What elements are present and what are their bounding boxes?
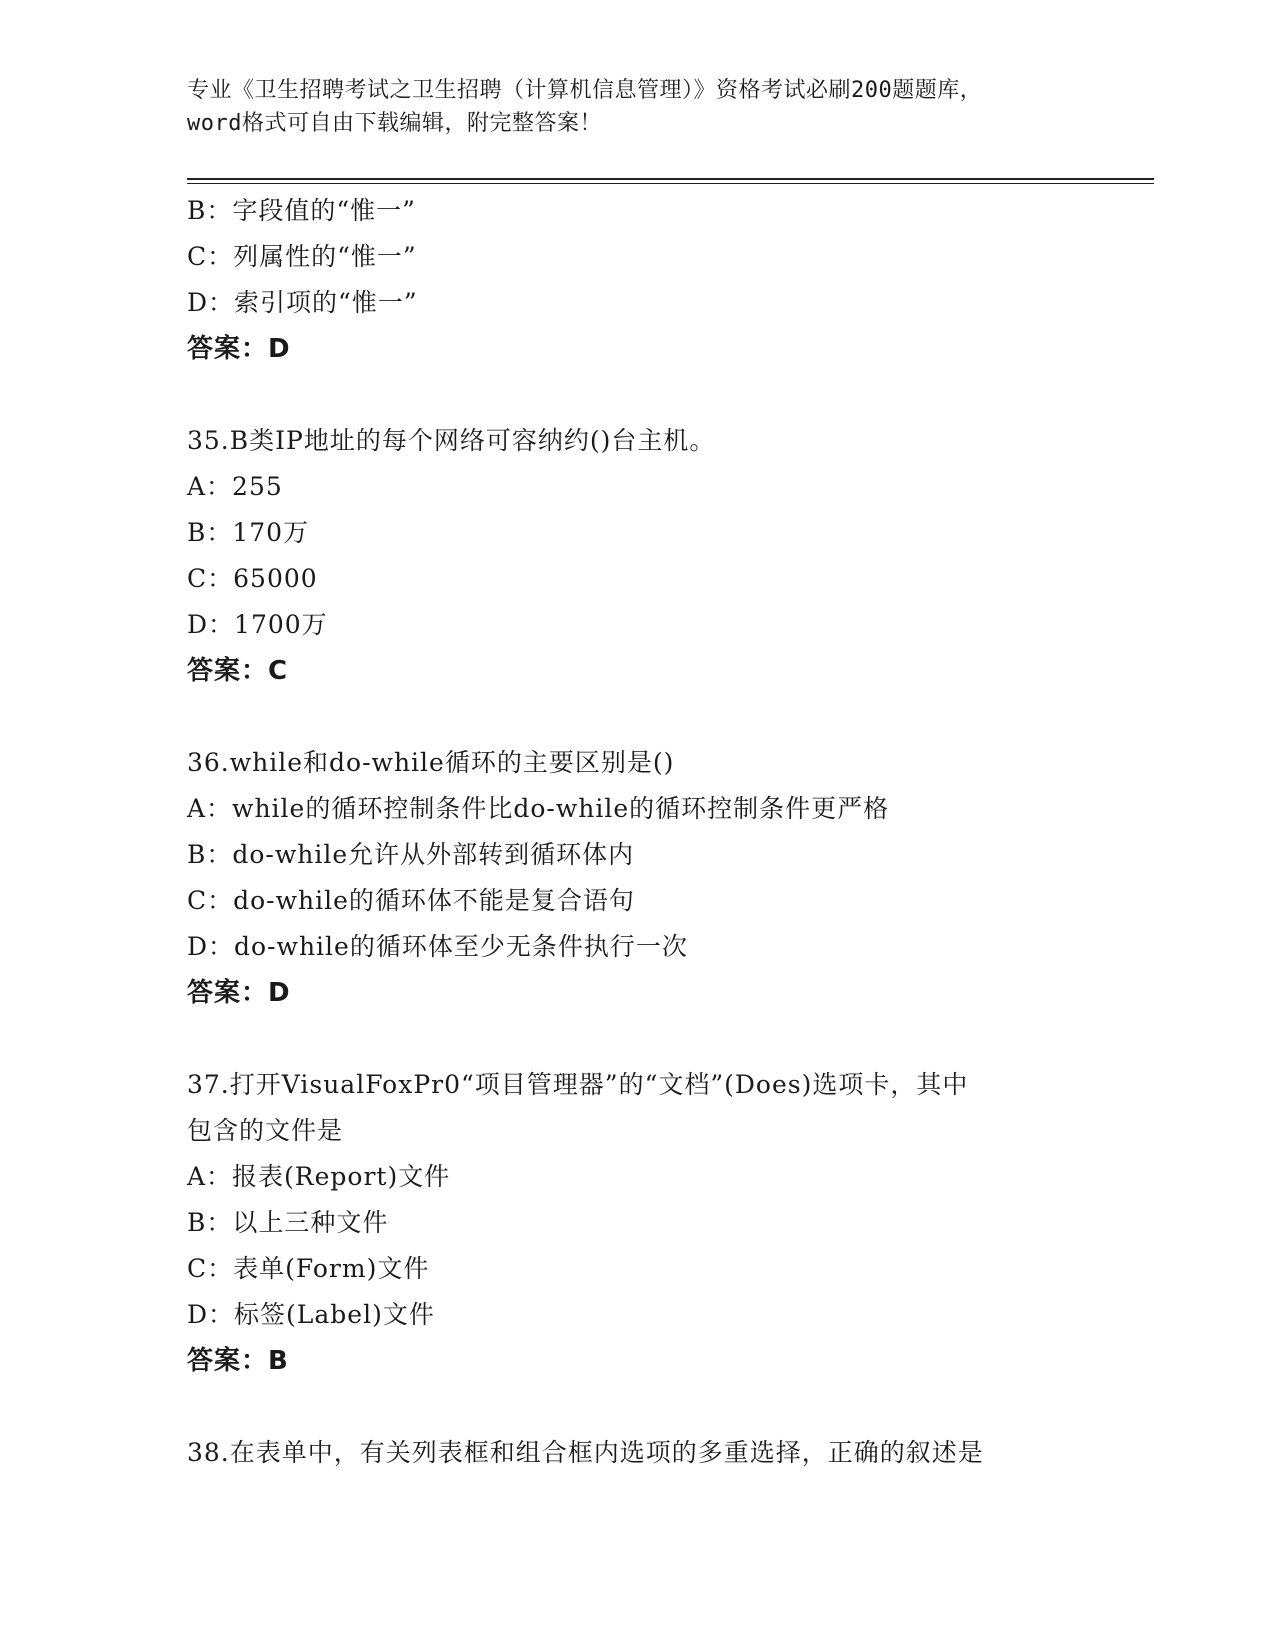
question-block-35 — [187, 418, 1087, 694]
header-divider-thin — [187, 183, 1154, 184]
document-header — [187, 74, 1087, 140]
question-stem-line-1: 37.打开VisualFoxPr0“项目管理器”的“文档”(Does)选项卡，其中 — [187, 1070, 969, 1099]
question-spacer — [187, 372, 1087, 418]
option-line: D：索引项的“惟一” — [187, 288, 418, 317]
question-list — [187, 188, 1087, 1476]
question-spacer — [187, 1016, 1087, 1062]
option-line: C：表单(Form)文件 — [187, 1254, 430, 1283]
header-divider-thick — [187, 178, 1154, 180]
option-line: A：255 — [187, 472, 283, 501]
option-line: D：标签(Label)文件 — [187, 1300, 435, 1329]
option-line: D：do-while的循环体至少无条件执行一次 — [187, 932, 688, 961]
answer-line: 答案：B — [187, 1346, 289, 1376]
option-line: A：while的循环控制条件比do-while的循环控制条件更严格 — [187, 794, 890, 823]
option-line: D：1700万 — [187, 610, 328, 639]
answer-line: 答案：D — [187, 334, 291, 364]
option-line: C：列属性的“惟一” — [187, 242, 417, 271]
option-line: A：报表(Report)文件 — [187, 1162, 451, 1191]
question-block-34-continued — [187, 188, 1087, 372]
question-stem: 38.在表单中，有关列表框和组合框内选项的多重选择，正确的叙述是 — [187, 1438, 984, 1467]
question-block-37 — [187, 1062, 1087, 1384]
option-line: B：以上三种文件 — [187, 1208, 389, 1237]
answer-line: 答案：C — [187, 656, 289, 686]
question-block-38 — [187, 1430, 1087, 1476]
option-line: C：do-while的循环体不能是复合语句 — [187, 886, 635, 915]
option-line: B：170万 — [187, 518, 310, 547]
header-title-line-2: word格式可自由下载编辑，附完整答案！ — [187, 111, 602, 136]
question-stem-line-2: 包含的文件是 — [187, 1116, 344, 1145]
option-line: B：do-while允许从外部转到循环体内 — [187, 840, 635, 869]
header-title-line-1: 专业《卫生招聘考试之卫生招聘（计算机信息管理）》资格考试必刷200题题库， — [187, 78, 983, 103]
question-stem: 35.B类IP地址的每个网络可容纳约()台主机。 — [187, 426, 716, 455]
question-block-36 — [187, 740, 1087, 1016]
question-spacer — [187, 1384, 1087, 1430]
question-spacer — [187, 694, 1087, 740]
question-stem: 36.while和do-while循环的主要区别是() — [187, 748, 675, 777]
option-line: C：65000 — [187, 564, 318, 593]
answer-line: 答案：D — [187, 978, 291, 1008]
option-line: B：字段值的“惟一” — [187, 196, 416, 225]
